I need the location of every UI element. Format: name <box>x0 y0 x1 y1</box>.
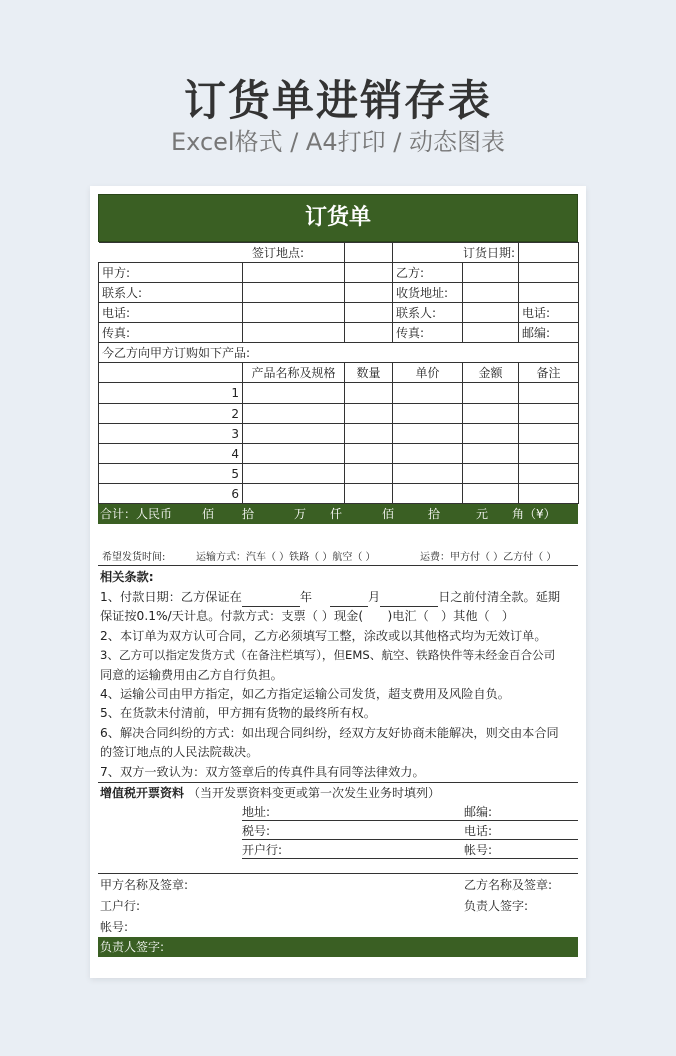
tax-row-address <box>242 802 578 821</box>
terms-heading: 相关条款: <box>100 569 154 584</box>
cell-note[interactable] <box>519 383 579 404</box>
cell-amount[interactable] <box>463 424 519 444</box>
hero-title: 订货单进销存表 <box>183 76 492 125</box>
row-index: 1 <box>99 383 243 404</box>
cell-note[interactable] <box>519 484 579 504</box>
cell-name[interactable] <box>243 383 345 404</box>
cell-note[interactable] <box>519 404 579 424</box>
fax-value[interactable] <box>243 323 345 343</box>
row-index: 3 <box>99 424 243 444</box>
fax2-label: 传真: <box>393 323 463 343</box>
term-5: 5、在货款未付清前，甲方拥有货物的最终所有权。 <box>100 706 376 721</box>
transport-label[interactable]: 运输方式：汽车（ ）铁路（ ）航空（ ） <box>196 551 376 563</box>
order-date-label: 订货日期: <box>393 243 519 263</box>
receive-addr-extra[interactable] <box>519 283 579 303</box>
cell-price[interactable] <box>393 484 463 504</box>
order-sheet <box>90 186 586 978</box>
sign-place-value[interactable] <box>345 243 393 263</box>
postcode-label: 邮编: <box>519 323 579 343</box>
cell-qty[interactable] <box>345 383 393 404</box>
party-a-label: 甲方: <box>99 263 243 283</box>
cell-name[interactable] <box>243 464 345 484</box>
total-unit-wan: 万 <box>294 507 307 521</box>
contact2-value[interactable] <box>463 303 519 323</box>
party-a-sign-label: 甲方名称及签章: <box>100 877 189 892</box>
form-title: 订货单 <box>98 194 578 242</box>
tax-note: （当开发票资料变更或第一次发生业务时填列） <box>188 785 441 800</box>
cell-name[interactable] <box>243 424 345 444</box>
responsible-a-label: 负责人签字: <box>100 940 165 955</box>
total-label: 合计：人民币 <box>100 507 173 521</box>
tax-phone-label: 电话: <box>464 824 493 839</box>
hero-subtitle: Excel格式 / A4打印 / 动态图表 <box>171 128 505 156</box>
tax-row-taxno <box>242 821 578 840</box>
term-4: 4、运输公司由甲方指定，如乙方指定运输公司发货，超支费用及风险自负。 <box>100 687 510 702</box>
row-index: 6 <box>99 484 243 504</box>
party-b-sign-label: 乙方名称及签章: <box>464 877 553 892</box>
cell-price[interactable] <box>393 444 463 464</box>
contact-label: 联系人: <box>99 283 243 303</box>
cell-price[interactable] <box>393 424 463 444</box>
table-row <box>99 484 579 504</box>
term-3-a: 3、乙方可以指定发货方式（在备注栏填写），但EMS、航空、铁路快件等未经金百合公司 <box>100 648 556 663</box>
cell-note[interactable] <box>519 444 579 464</box>
cell-amount[interactable] <box>463 464 519 484</box>
sign-account-label: 帐号: <box>100 919 129 934</box>
tax-heading <box>98 782 578 802</box>
sign-section <box>98 873 578 957</box>
intro-label: 今乙方向甲方订购如下产品: <box>99 343 579 363</box>
year-blank[interactable] <box>242 595 300 607</box>
sign-place-label: 签订地点: <box>99 243 345 263</box>
term-1-b: 日之前付清全款。延期 <box>438 590 561 604</box>
cell-amount[interactable] <box>463 444 519 464</box>
total-unit-shi2: 拾 <box>428 507 441 521</box>
delivery-time-label: 希望发货时间: <box>102 551 166 563</box>
total-bar <box>98 504 578 524</box>
cell-amount[interactable] <box>463 484 519 504</box>
tax-address-label: 地址: <box>242 805 271 820</box>
cell-qty[interactable] <box>345 484 393 504</box>
cell-amount[interactable] <box>463 383 519 404</box>
term-1-c: 保证按0.1%/天计息。付款方式：支票（ ）现金( )电汇（ ）其他（ ） <box>100 609 515 624</box>
responsible-a-bar <box>98 937 578 957</box>
fax2-value[interactable] <box>463 323 519 343</box>
term-1-year: 年 <box>299 590 313 604</box>
cell-price[interactable] <box>393 404 463 424</box>
cell-amount[interactable] <box>463 404 519 424</box>
term-6-a: 6、解决合同纠纷的方式：如出现合同纠纷，经双方友好协商未能解决，则交由本合同 <box>100 725 559 740</box>
table-row <box>99 444 579 464</box>
sign-row-3 <box>98 916 578 937</box>
total-unit-jiao: 角（¥） <box>512 507 556 521</box>
table-row <box>99 404 579 424</box>
freight-label[interactable]: 运费：甲方付（ ）乙方付（ ） <box>420 551 557 563</box>
receive-addr-label: 收货地址: <box>393 283 463 303</box>
shipping-row <box>98 550 578 566</box>
product-table <box>98 362 579 504</box>
order-date-value[interactable] <box>519 243 579 263</box>
col-header-price: 单价 <box>393 363 463 383</box>
fax-extra[interactable] <box>345 323 393 343</box>
header-table <box>98 242 579 363</box>
table-row <box>99 464 579 484</box>
terms-section <box>98 566 578 782</box>
row-index: 5 <box>99 464 243 484</box>
tax-title: 增值税开票资料 <box>100 785 185 800</box>
cell-name[interactable] <box>243 484 345 504</box>
col-header-qty: 数量 <box>345 363 393 383</box>
cell-name[interactable] <box>243 444 345 464</box>
contact2-label: 联系人: <box>393 303 463 323</box>
tax-postcode-label: 邮编: <box>464 805 493 820</box>
tax-no-label: 税号: <box>242 824 271 839</box>
term-2: 2、本订单为双方认可合同，乙方必须填写工整，涂改或以其他格式均为无效订单。 <box>100 628 547 643</box>
month-blank[interactable] <box>330 595 368 607</box>
total-unit-shi1: 拾 <box>242 507 255 521</box>
col-header-name: 产品名称及规格 <box>243 363 345 383</box>
party-b-extra[interactable] <box>519 263 579 283</box>
phone-value[interactable] <box>243 303 345 323</box>
day-blank[interactable] <box>380 595 438 607</box>
receive-addr-value[interactable] <box>463 283 519 303</box>
cell-qty[interactable] <box>345 404 393 424</box>
tax-account-label: 帐号: <box>464 843 493 858</box>
row-index: 4 <box>99 444 243 464</box>
product-header-row <box>99 363 579 383</box>
fax-label: 传真: <box>99 323 243 343</box>
cell-price[interactable] <box>393 383 463 404</box>
term-1-month: 月 <box>368 590 381 604</box>
col-header-note: 备注 <box>519 363 579 383</box>
cell-name[interactable] <box>243 404 345 424</box>
sign-row-2 <box>98 895 578 916</box>
tax-row-bank <box>242 840 578 859</box>
sign-row-1 <box>98 874 578 895</box>
cell-price[interactable] <box>393 464 463 484</box>
product-header-index <box>99 363 243 383</box>
total-unit-bai1: 佰 <box>202 507 215 521</box>
cell-qty[interactable] <box>345 424 393 444</box>
contact-extra[interactable] <box>345 283 393 303</box>
term-3-b: 同意的运输费用由乙方自行负担。 <box>100 667 283 682</box>
cell-qty[interactable] <box>345 464 393 484</box>
party-a-extra[interactable] <box>345 263 393 283</box>
phone-label: 电话: <box>99 303 243 323</box>
cell-note[interactable] <box>519 424 579 444</box>
responsible-b-label: 负责人签字: <box>464 898 529 913</box>
party-a-value[interactable] <box>243 263 345 283</box>
contact-value[interactable] <box>243 283 345 303</box>
total-unit-qian: 仟 <box>330 507 343 521</box>
total-unit-yuan: 元 <box>476 507 489 521</box>
sign-bank-label: 工户行: <box>100 898 141 913</box>
term-6-b: 的签订地点的人民法院裁决。 <box>100 745 259 760</box>
tax-bank-label: 开户行: <box>242 843 283 858</box>
term-1-a: 1、付款日期：乙方保证在 <box>100 590 242 604</box>
party-b-value[interactable] <box>463 263 519 283</box>
table-row <box>99 383 579 404</box>
phone2-label: 电话: <box>519 303 579 323</box>
col-header-amount: 金额 <box>463 363 519 383</box>
phone-extra[interactable] <box>345 303 393 323</box>
row-index: 2 <box>99 404 243 424</box>
cell-note[interactable] <box>519 464 579 484</box>
cell-qty[interactable] <box>345 444 393 464</box>
party-b-label: 乙方: <box>393 263 463 283</box>
term-1 <box>100 588 578 607</box>
total-unit-bai2: 佰 <box>382 507 395 521</box>
term-7: 7、双方一致认为：双方签章后的传真件具有同等法律效力。 <box>100 764 425 779</box>
table-row <box>99 424 579 444</box>
order-form <box>98 194 578 957</box>
